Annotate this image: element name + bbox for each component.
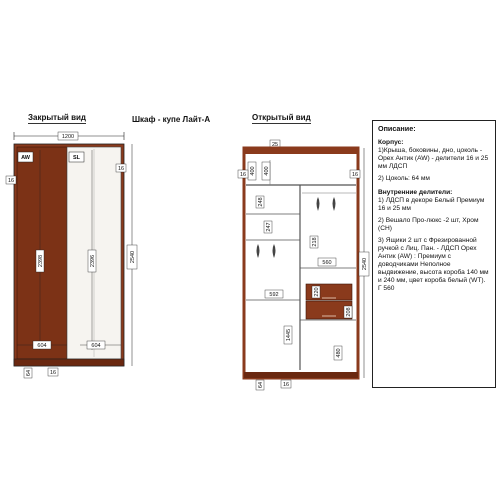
inner-text-2: 2) Вешало Про-люкс -2 шт, Хром (CH): [378, 217, 479, 232]
svg-text:16: 16: [239, 172, 247, 178]
svg-text:604: 604: [91, 343, 101, 349]
svg-text:208: 208: [346, 307, 352, 317]
closed-width-label: 1200: [61, 134, 75, 140]
svg-text:16: 16: [282, 382, 290, 388]
svg-text:592: 592: [269, 292, 279, 298]
svg-text:400: 400: [264, 166, 270, 176]
svg-text:2398: 2398: [38, 254, 44, 268]
door-code-aw: AW: [21, 155, 30, 161]
svg-text:1445: 1445: [286, 328, 292, 342]
body-text-2: 2) Цоколь: 64 мм: [378, 175, 430, 182]
product-title: Шкаф - купе Лайт-А: [132, 115, 211, 124]
svg-text:64: 64: [258, 381, 264, 389]
svg-text:64: 64: [26, 369, 32, 377]
svg-text:25: 25: [271, 142, 279, 148]
svg-text:480: 480: [336, 348, 342, 358]
svg-text:16: 16: [7, 178, 15, 184]
door-code-sl: SL: [72, 155, 81, 161]
svg-text:16: 16: [49, 370, 57, 376]
inner-text-1: 1) ЛДСП в декоре Белый Премиум 16 и 25 мм: [378, 197, 485, 212]
svg-text:248: 248: [258, 197, 264, 207]
open-view-drawing: [238, 140, 369, 390]
description-heading: Описание:: [378, 124, 416, 133]
svg-text:247: 247: [266, 222, 272, 232]
svg-text:2396: 2396: [90, 254, 96, 268]
inner-text-3: 3) Ящики 2 шт с Фрезированной ручкой с Лиц. Пан. - ЛДСП Орех Антик (AW) : Премиум с доводчиками Неполное выдвижение, высота короба 140 мм и 240 мм, цвет короба белый (WT). Г 560: [378, 237, 489, 292]
svg-text:16: 16: [117, 166, 125, 172]
body-heading: Корпус:: [378, 139, 404, 146]
svg-text:220: 220: [314, 287, 320, 297]
svg-text:560: 560: [322, 260, 332, 266]
svg-text:400: 400: [250, 166, 256, 176]
closed-view-drawing: [6, 132, 137, 378]
svg-text:604: 604: [37, 343, 47, 349]
body-text-1: 1)Крыша, боковины, дно, цоколь - Орех Антик (AW) - делители 16 и 25 мм ЛДСП: [378, 147, 489, 170]
svg-text:16: 16: [351, 172, 359, 178]
svg-text:2540: 2540: [362, 257, 368, 271]
svg-text:218: 218: [312, 237, 318, 247]
open-view-title: Открытый вид: [252, 113, 311, 122]
description-panel: [372, 120, 496, 388]
inner-heading: Внутренние делители:: [378, 189, 453, 196]
closed-total-height: 2540: [130, 250, 136, 264]
closed-view-title: Закрытый вид: [28, 113, 86, 122]
